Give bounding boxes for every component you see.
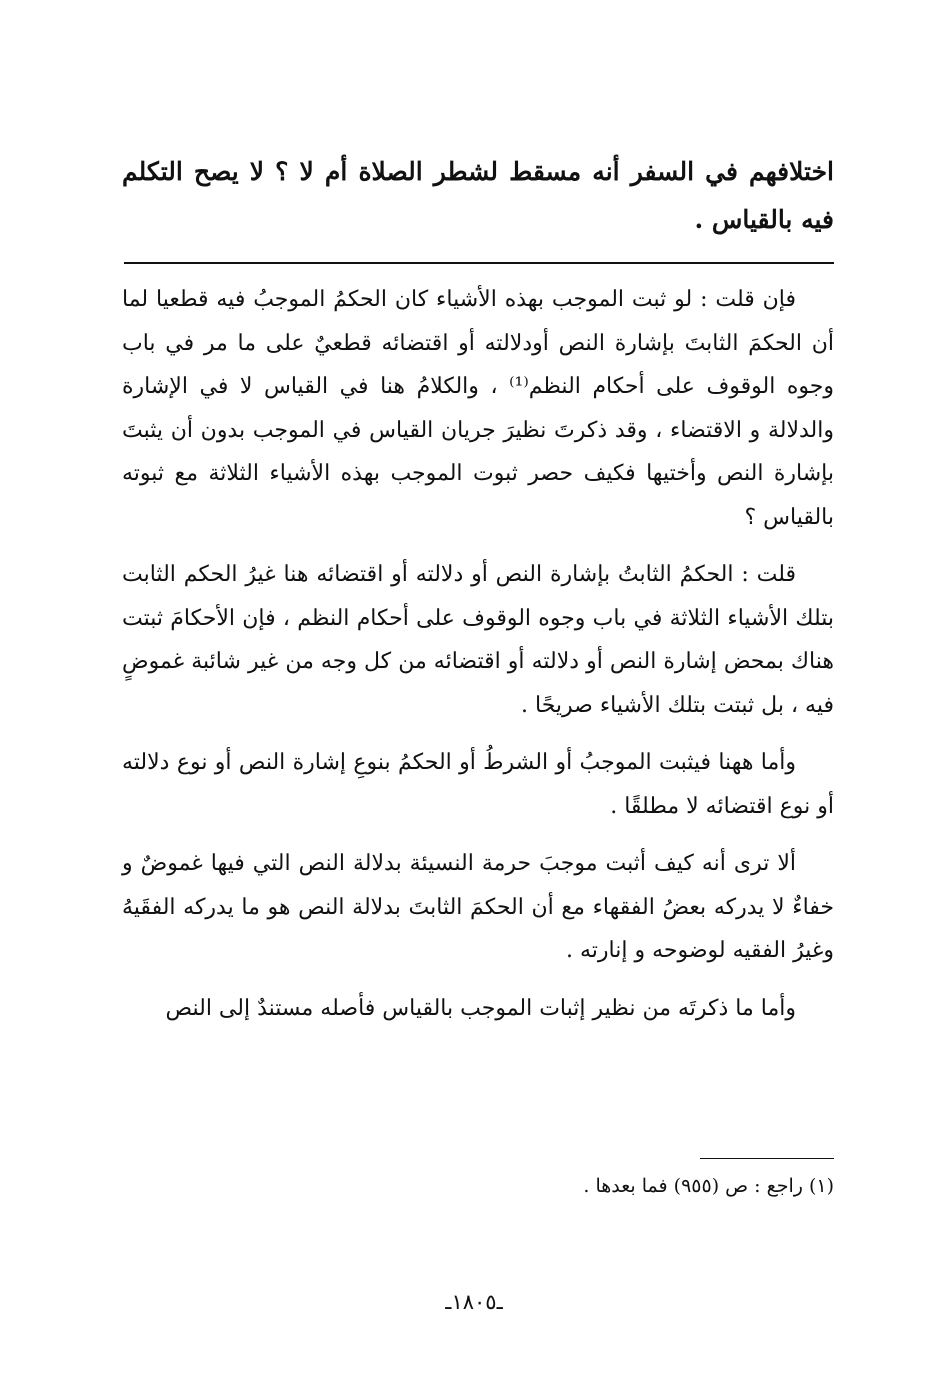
paragraph: ألا ترى أنه كيف أثبت موجبَ حرمة النسيئة بدلالة النص التي فيها غموضٌ و خفاءٌ لا يدركه بعضُ الفقهاء مع أن الحكمَ الثابتَ بدلالة النص هو ما يدركه الفقَيهُ وغيرُ الفقيه لوضوحه و إنارته . xyxy=(122,851,834,963)
paragraph: قلت : الحكمُ الثابتُ بإشارة النص أو دلالته أو اقتضائه هنا غيرُ الحكم الثابت بتلك الأشياء الثلاثة في باب وجوه الوقوف على أحكام النظم ، فإن الأحكامَ ثبتت هناك بمحض إشارة النص أو دلالته أو اقتضائه من كل وجه من غير شائبة غموضٍ فيه ، بل ثبتت بتلك الأشياء صريحًا . xyxy=(122,562,834,718)
footnote: (١) راجع : ص (٩٥٥) فما بعدها . xyxy=(583,1175,834,1197)
paragraph: وأما ههنا فيثبت الموجبُ أو الشرطُ أو الحكمُ بنوعِ إشارة النص أو نوع دلالته أو نوع اقتضائه لا مطلقًا . xyxy=(122,750,834,819)
body-text xyxy=(122,278,834,1044)
heading-divider xyxy=(124,262,834,264)
footnote-divider xyxy=(700,1158,834,1159)
paragraph: وأما ما ذكرتَه من نظير إثبات الموجب بالقياس فأصله مستندٌ إلى النص xyxy=(165,995,796,1021)
section-heading: اختلافهم في السفر أنه مسقط لشطر الصلاة أم لا ؟ لا يصح التكلم فيه بالقياس . xyxy=(122,157,834,234)
paragraph: فإن قلت : لو ثبت الموجب بهذه الأشياء كان الحكمُ الموجبُ فيه قطعيا لما أن الحكمَ الثابتَ بإشارة النص أودلالته أو اقتضائه قطعيٌ على ما مر في باب وجوه الوقوف على أحكام النظم⁽¹⁾ ، والكلامُ هنا في القياس لا في الإشارة والدلالة و الاقتضاء ، وقد ذكرتَ نظيرَ جريان القياس في الموجب بدون أن يثبتَ بإشارة النص وأختيها فكيف حصر ثبوت الموجب بهذه الأشياء الثلاثة مع ثبوته بالقياس ؟ xyxy=(122,287,834,530)
page-number: ـ١٨٠٥ـ xyxy=(445,1290,503,1314)
